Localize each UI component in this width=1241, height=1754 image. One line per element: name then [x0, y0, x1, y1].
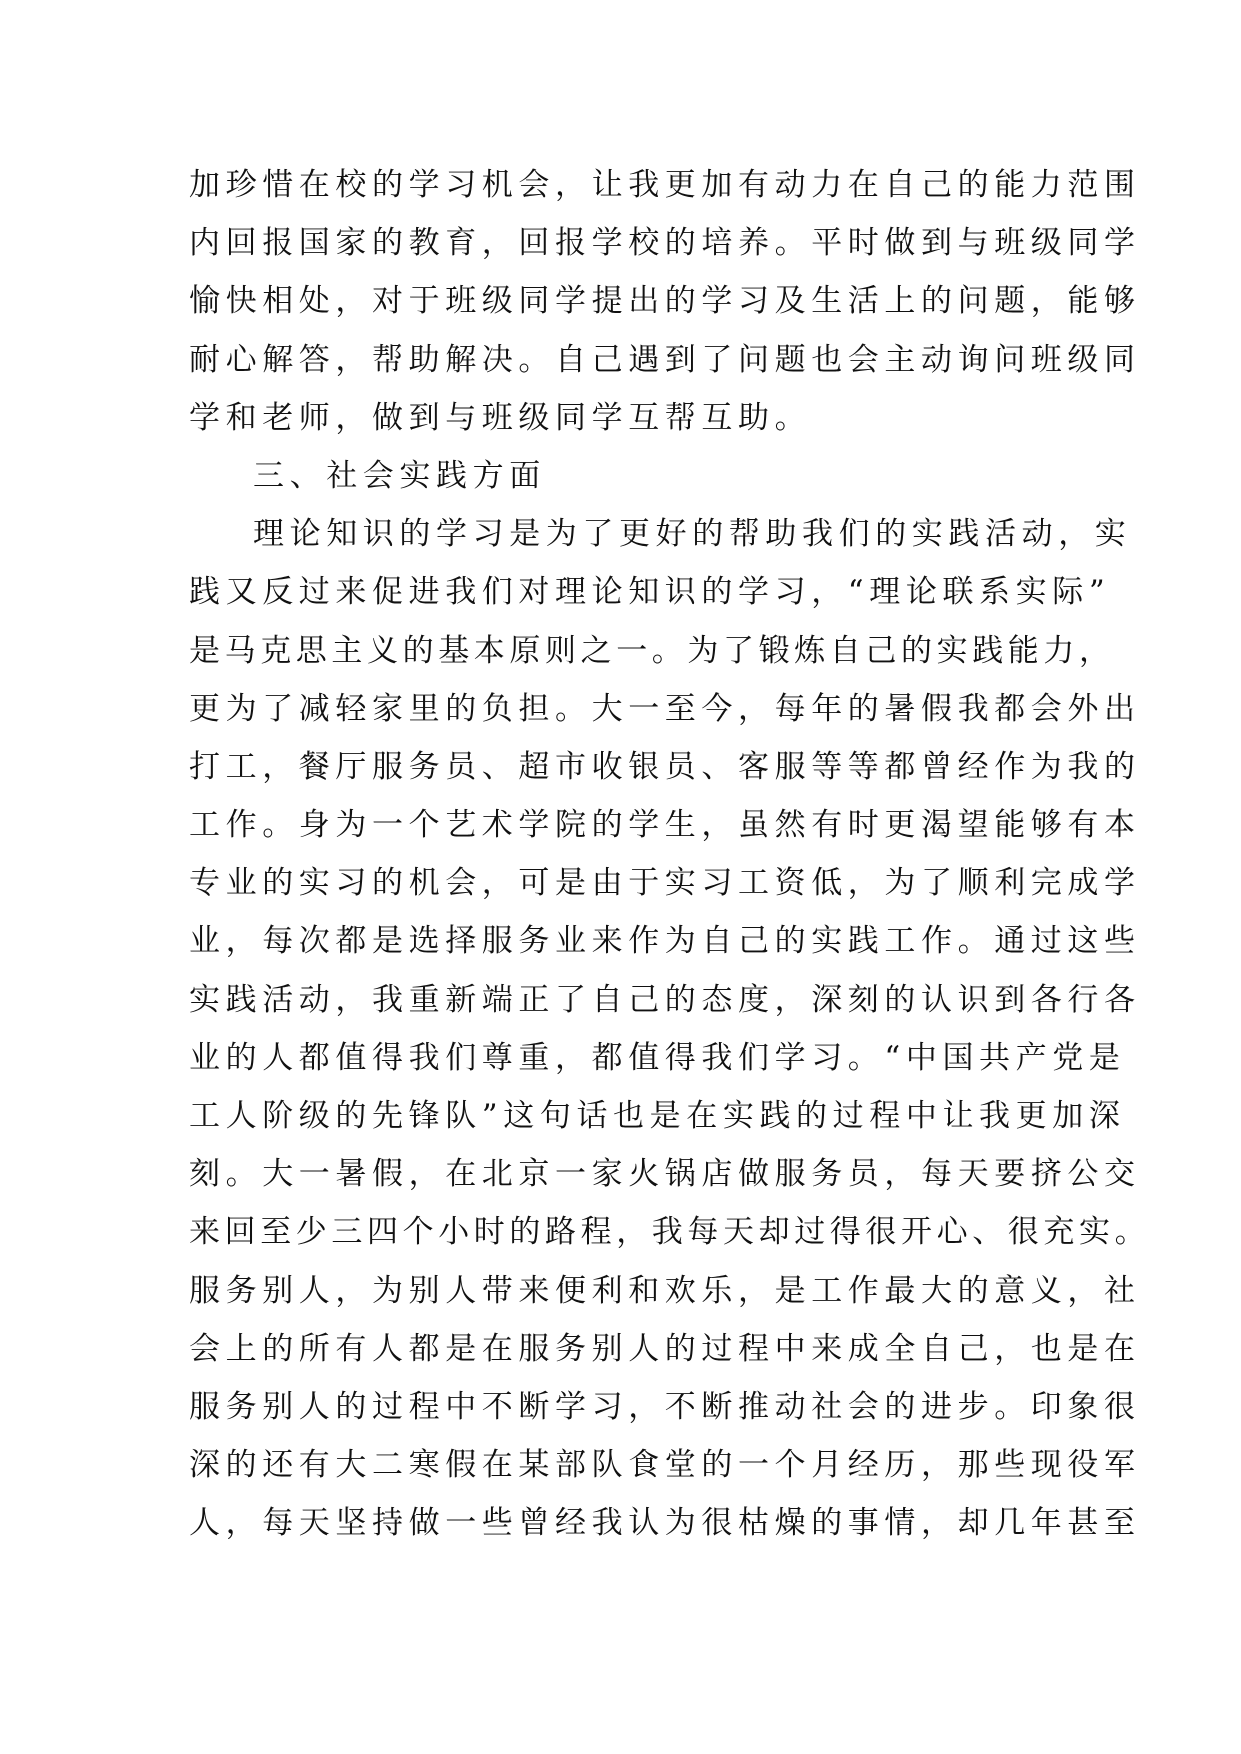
- text-line: 是马克思主义的基本原则之一。为了锻炼自己的实践能力，: [189, 632, 1115, 669]
- text-line: 践又反过来促进我们对理论知识的学习，“理论联系实际”: [189, 574, 1111, 611]
- text-line: 学和老师，做到与班级同学互帮互助。: [189, 399, 812, 436]
- text-line: 来回至少三四个小时的路程，我每天却过得很开心、很充实。: [189, 1214, 1151, 1251]
- text-line: 打工，餐厅服务员、超市收银员、客服等等都曾经作为我的: [189, 748, 1141, 785]
- body-text: [189, 156, 1151, 1553]
- text-line: 愉快相处，对于班级同学提出的学习及生活上的问题，能够: [189, 283, 1141, 320]
- text-line: 工人阶级的先锋队”这句话也是在实践的过程中让我更加深: [189, 1098, 1126, 1134]
- text-line: 刻。大一暑假，在北京一家火锅店做服务员，每天要挤公交: [189, 1156, 1141, 1193]
- text-line: 业，每次都是选择服务业来作为自己的实践工作。通过这些: [189, 923, 1141, 960]
- text-line: 内回报国家的教育，回报学校的培养。平时做到与班级同学: [189, 225, 1141, 262]
- text-line: 耐心解答，帮助解决。自己遇到了问题也会主动询问班级同: [189, 341, 1141, 378]
- text-line: 更为了减轻家里的负担。大一至今，每年的暑假我都会外出: [189, 690, 1141, 727]
- paragraph-first-line: 理论知识的学习是为了更好的帮助我们的实践活动，实: [253, 516, 1132, 553]
- text-line: 会上的所有人都是在服务别人的过程中来成全自己，也是在: [189, 1330, 1141, 1367]
- text-line: 服务别人，为别人带来便利和欢乐，是工作最大的意义，社: [189, 1272, 1141, 1309]
- text-line: 加珍惜在校的学习机会，让我更加有动力在自己的能力范围: [189, 167, 1141, 203]
- text-line: 工作。身为一个艺术学院的学生，虽然有时更渴望能够有本: [189, 807, 1141, 844]
- section-heading: 三、社会实践方面: [253, 457, 546, 494]
- text-line: 服务别人的过程中不断学习，不断推动社会的进步。印象很: [189, 1388, 1141, 1425]
- text-line: 实践活动，我重新端正了自己的态度，深刻的认识到各行各: [189, 981, 1141, 1018]
- text-line: 人，每天坚持做一些曾经我认为很枯燥的事情，却几年甚至: [189, 1505, 1141, 1542]
- text-line: 专业的实习的机会，可是由于实习工资低，为了顺利完成学: [189, 865, 1141, 902]
- text-line: 深的还有大二寒假在某部队食堂的一个月经历，那些现役军: [189, 1447, 1141, 1484]
- text-line: 业的人都值得我们尊重，都值得我们学习。“中国共产党是: [189, 1039, 1126, 1076]
